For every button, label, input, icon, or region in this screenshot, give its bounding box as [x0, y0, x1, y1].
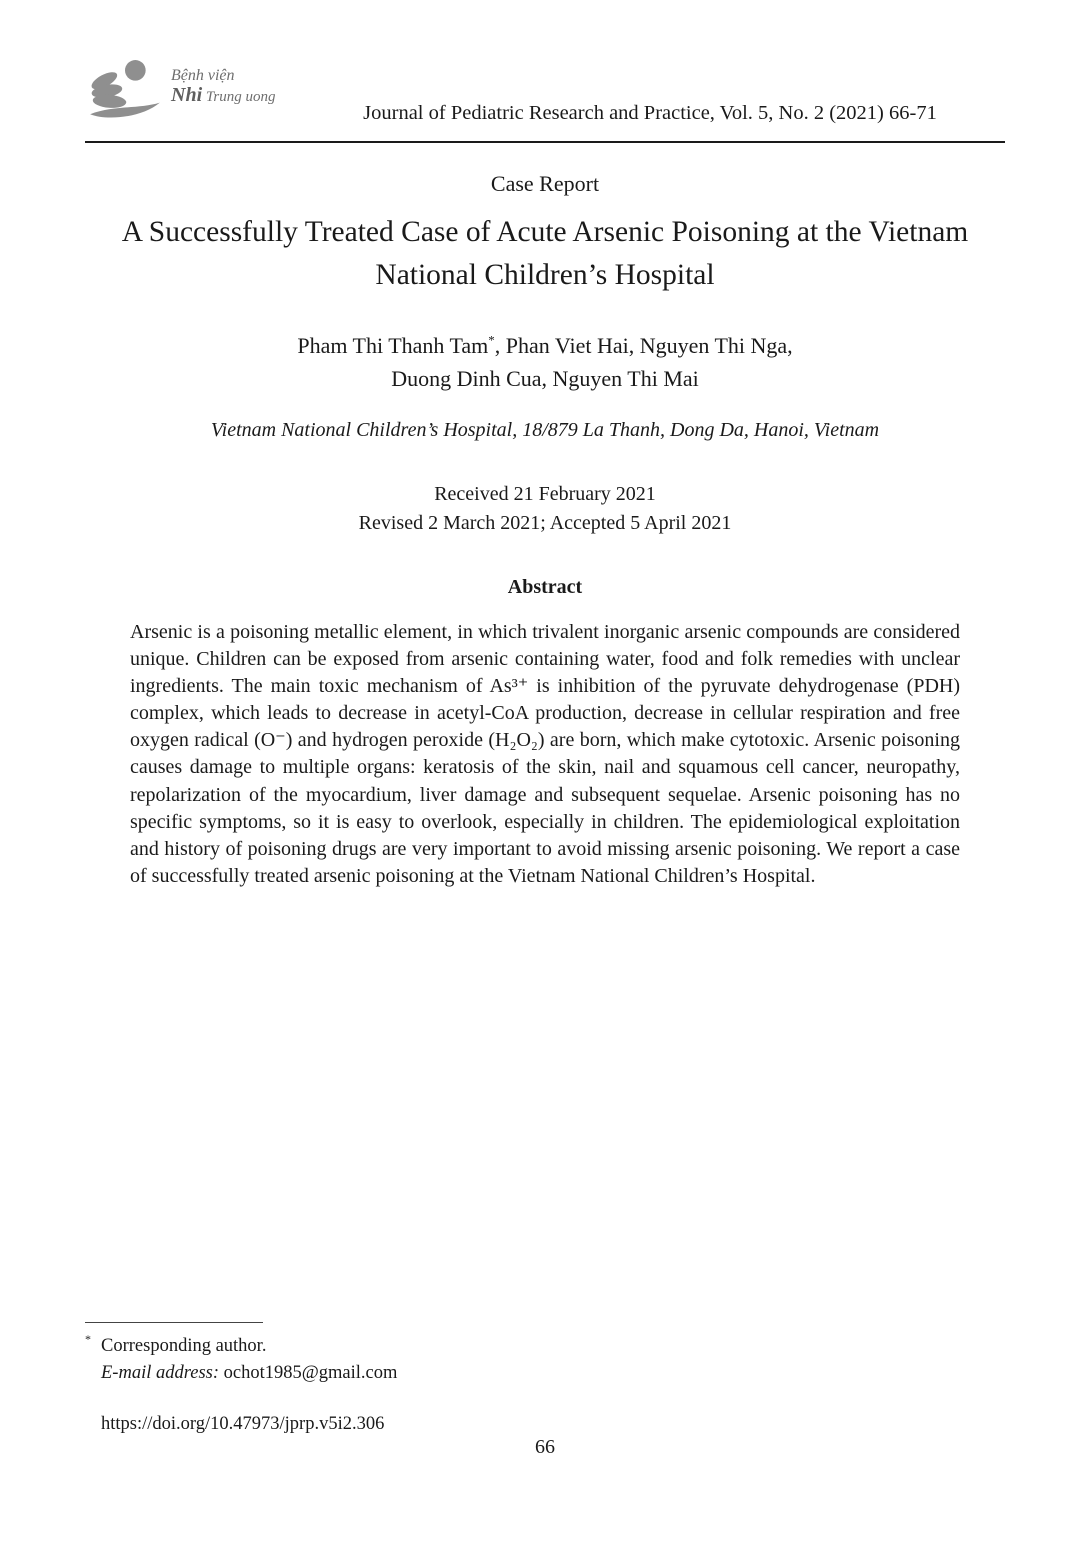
- corresponding-author-text: Corresponding author.: [101, 1336, 267, 1356]
- logo-trunguong: Trung uong: [205, 88, 276, 105]
- article-dates: [85, 480, 1005, 538]
- authors-block: [85, 329, 1005, 395]
- corresponding-author-asterisk: *: [488, 332, 495, 348]
- hospital-logo: [85, 58, 295, 124]
- article-type-label: Case Report: [490, 171, 600, 196]
- author-name: Pham Thi Thanh Tam: [297, 332, 489, 358]
- footnote-rule: [85, 1322, 263, 1323]
- article-title: A Successfully Treated Case of Acute Arsenic Poisoning at the Vietnam National Children’s Hospital: [121, 216, 969, 291]
- logo-nhi: Nhi: [171, 83, 203, 106]
- email-address: ochot1985@gmail.com: [223, 1362, 398, 1383]
- abstract-text: Arsenic is a poisoning metallic element, in which trivalent inorganic arsenic compounds are considered unique. Children can be exposed from arsenic containing water, food and folk remedies with unclear ingredients. The main toxic mechanism of As³⁺ is inhibition of the pyruvate dehydrogenase (PDH) complex, which leads to decrease in acetyl-CoA production, decrease in cellular respiration and free oxygen radical (O⁻) and hydrogen peroxide (H₂O₂) are born, which make cytotoxic. Arsenic poisoning causes damage to multiple organs: keratosis of the skin, nail and squamous cell cancer, neuropathy, repolarization of the myocardium, liver damage and subsequent sequelae. Arsenic poisoning has no specific symptoms, so it is easy to overlook, especially in children. The epidemiological exploitation and history of poisoning drugs are very important to avoid missing arsenic poisoning. We report a case of successfully treated arsenic poisoning at the Vietnam National Children’s Hospital.: [130, 620, 960, 888]
- author-names-rest: , Phan Viet Hai, Nguyen Thi Nga,: [494, 332, 793, 358]
- page-number: 66: [535, 1436, 555, 1458]
- logo-text: [171, 68, 275, 106]
- authors-line-2: Duong Dinh Cua, Nguyen Thi Mai: [391, 365, 699, 391]
- received-date: Received 21 February 2021: [434, 482, 656, 505]
- journal-citation: Journal of Pediatric Research and Practice, Vol. 5, No. 2 (2021) 66-71: [363, 102, 937, 124]
- footnote-block: [85, 1322, 397, 1437]
- logo-text-line1: Bệnh viện: [171, 67, 235, 84]
- page-header: [85, 50, 1005, 125]
- revised-accepted-date: Revised 2 March 2021; Accepted 5 April 2021: [358, 511, 732, 534]
- affiliation: Vietnam National Children’s Hospital, 18/879 La Thanh, Dong Da, Hanoi, Vietnam: [210, 418, 880, 441]
- doi-link: https://doi.org/10.47973/jprp.v5i2.306: [101, 1413, 385, 1434]
- abstract-heading: Abstract: [507, 575, 583, 598]
- email-line: [101, 1360, 397, 1387]
- authors-line-1: [85, 329, 1005, 362]
- lotus-logo-icon: [85, 58, 165, 124]
- logo-text-line2: [171, 85, 275, 106]
- corresponding-author-note: [85, 1333, 397, 1360]
- footnote-indent: [85, 1358, 101, 1385]
- email-label: E-mail address:: [101, 1362, 220, 1383]
- footnote-asterisk: *: [85, 1332, 91, 1346]
- article-front-matter: [85, 171, 1005, 890]
- email-note: [85, 1360, 397, 1387]
- header-rule: [85, 141, 1005, 143]
